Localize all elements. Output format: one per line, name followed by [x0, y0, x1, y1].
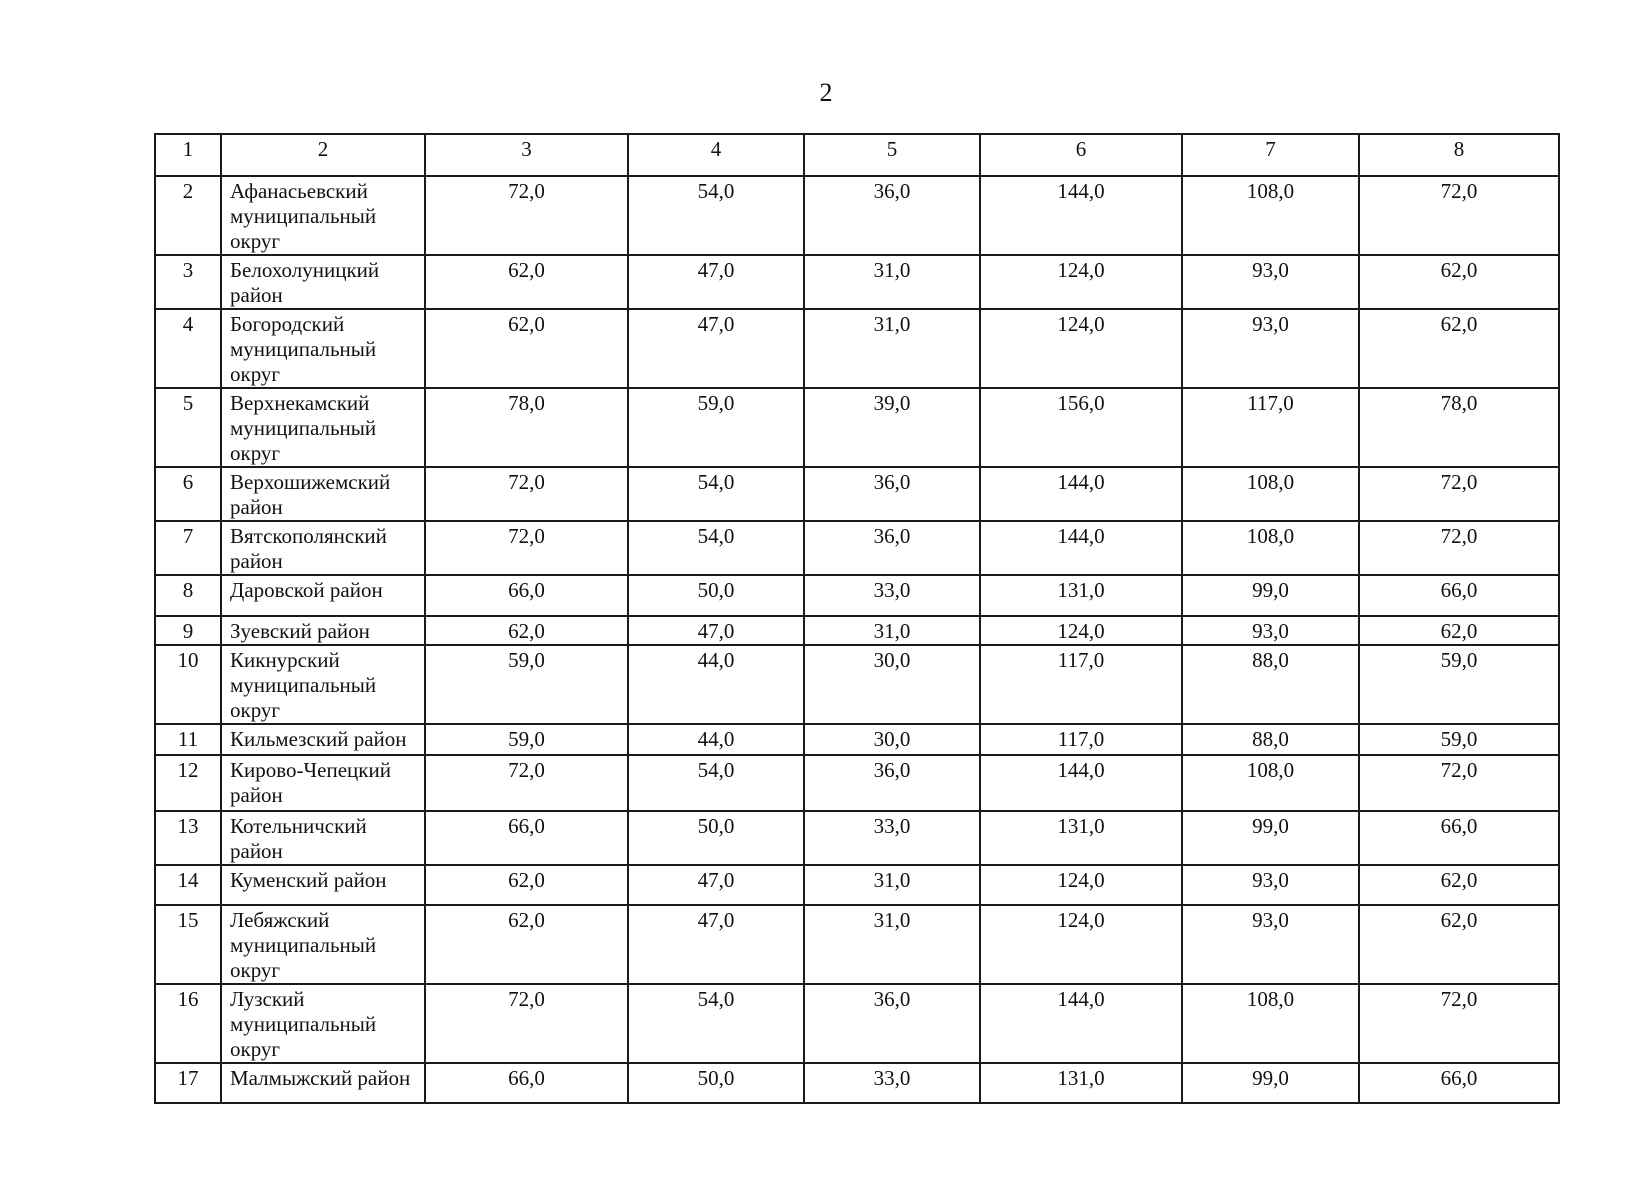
value-cell: 66,0 — [1359, 811, 1559, 865]
value-cell: 47,0 — [628, 309, 804, 388]
table-row — [155, 811, 1559, 865]
value-cell: 72,0 — [425, 984, 628, 1063]
value-cell: 72,0 — [1359, 176, 1559, 255]
row-number: 5 — [155, 388, 221, 467]
value-cell: 99,0 — [1182, 811, 1359, 865]
value-cell: 93,0 — [1182, 905, 1359, 984]
district-name: Куменский район — [221, 865, 425, 905]
value-cell: 108,0 — [1182, 521, 1359, 575]
row-number: 13 — [155, 811, 221, 865]
value-cell: 66,0 — [425, 1063, 628, 1103]
value-cell: 117,0 — [980, 724, 1182, 755]
value-cell: 62,0 — [1359, 255, 1559, 309]
district-name: Богородский муниципальный округ — [221, 309, 425, 388]
value-cell: 108,0 — [1182, 467, 1359, 521]
value-cell: 108,0 — [1182, 755, 1359, 811]
row-number: 6 — [155, 467, 221, 521]
value-cell: 66,0 — [1359, 575, 1559, 616]
table-row — [155, 616, 1559, 645]
value-cell: 62,0 — [1359, 309, 1559, 388]
value-cell: 33,0 — [804, 1063, 980, 1103]
value-cell: 131,0 — [980, 1063, 1182, 1103]
row-number: 8 — [155, 575, 221, 616]
value-cell: 62,0 — [1359, 905, 1559, 984]
value-cell: 54,0 — [628, 984, 804, 1063]
value-cell: 59,0 — [1359, 724, 1559, 755]
value-cell: 66,0 — [425, 811, 628, 865]
value-cell: 72,0 — [425, 467, 628, 521]
district-name: Кильмезский район — [221, 724, 425, 755]
row-number: 16 — [155, 984, 221, 1063]
value-cell: 156,0 — [980, 388, 1182, 467]
value-cell: 31,0 — [804, 616, 980, 645]
district-name: Верхошижемский район — [221, 467, 425, 521]
value-cell: 47,0 — [628, 865, 804, 905]
value-cell: 36,0 — [804, 521, 980, 575]
value-cell: 144,0 — [980, 755, 1182, 811]
value-cell: 124,0 — [980, 616, 1182, 645]
value-cell: 62,0 — [1359, 865, 1559, 905]
table-row — [155, 905, 1559, 984]
value-cell: 62,0 — [1359, 616, 1559, 645]
column-number: 5 — [804, 134, 980, 176]
value-cell: 62,0 — [425, 616, 628, 645]
row-number: 11 — [155, 724, 221, 755]
row-number: 15 — [155, 905, 221, 984]
value-cell: 47,0 — [628, 905, 804, 984]
value-cell: 117,0 — [980, 645, 1182, 724]
value-cell: 54,0 — [628, 176, 804, 255]
value-cell: 99,0 — [1182, 575, 1359, 616]
column-number: 7 — [1182, 134, 1359, 176]
data-table — [154, 133, 1560, 1104]
district-name: Верхнекамский муниципальный округ — [221, 388, 425, 467]
value-cell: 31,0 — [804, 309, 980, 388]
column-number: 3 — [425, 134, 628, 176]
column-number: 8 — [1359, 134, 1559, 176]
district-name: Лебяжский муниципальный округ — [221, 905, 425, 984]
district-name: Даровской район — [221, 575, 425, 616]
value-cell: 36,0 — [804, 984, 980, 1063]
table-row — [155, 1063, 1559, 1103]
row-number: 9 — [155, 616, 221, 645]
column-number: 1 — [155, 134, 221, 176]
value-cell: 39,0 — [804, 388, 980, 467]
row-number: 7 — [155, 521, 221, 575]
value-cell: 93,0 — [1182, 309, 1359, 388]
table-row — [155, 755, 1559, 811]
value-cell: 31,0 — [804, 905, 980, 984]
value-cell: 62,0 — [425, 309, 628, 388]
value-cell: 131,0 — [980, 575, 1182, 616]
value-cell: 50,0 — [628, 811, 804, 865]
value-cell: 66,0 — [1359, 1063, 1559, 1103]
value-cell: 54,0 — [628, 467, 804, 521]
value-cell: 44,0 — [628, 724, 804, 755]
row-number: 2 — [155, 176, 221, 255]
value-cell: 124,0 — [980, 255, 1182, 309]
value-cell: 72,0 — [1359, 521, 1559, 575]
table-row — [155, 724, 1559, 755]
value-cell: 30,0 — [804, 724, 980, 755]
value-cell: 99,0 — [1182, 1063, 1359, 1103]
district-name: Зуевский район — [221, 616, 425, 645]
row-number: 10 — [155, 645, 221, 724]
value-cell: 47,0 — [628, 255, 804, 309]
district-name: Кикнурский муниципальный округ — [221, 645, 425, 724]
row-number: 4 — [155, 309, 221, 388]
value-cell: 62,0 — [425, 255, 628, 309]
page-number: 2 — [819, 78, 833, 107]
value-cell: 108,0 — [1182, 984, 1359, 1063]
value-cell: 108,0 — [1182, 176, 1359, 255]
column-number: 4 — [628, 134, 804, 176]
value-cell: 31,0 — [804, 255, 980, 309]
value-cell: 88,0 — [1182, 724, 1359, 755]
table-header-row — [155, 134, 1559, 176]
value-cell: 144,0 — [980, 521, 1182, 575]
value-cell: 30,0 — [804, 645, 980, 724]
value-cell: 54,0 — [628, 521, 804, 575]
row-number: 14 — [155, 865, 221, 905]
value-cell: 36,0 — [804, 467, 980, 521]
value-cell: 124,0 — [980, 905, 1182, 984]
value-cell: 44,0 — [628, 645, 804, 724]
value-cell: 66,0 — [425, 575, 628, 616]
value-cell: 131,0 — [980, 811, 1182, 865]
table-row — [155, 467, 1559, 521]
district-name: Кирово-Чепецкий район — [221, 755, 425, 811]
value-cell: 33,0 — [804, 811, 980, 865]
value-cell: 78,0 — [425, 388, 628, 467]
table-row — [155, 176, 1559, 255]
value-cell: 78,0 — [1359, 388, 1559, 467]
value-cell: 124,0 — [980, 865, 1182, 905]
table-row — [155, 255, 1559, 309]
value-cell: 88,0 — [1182, 645, 1359, 724]
value-cell: 117,0 — [1182, 388, 1359, 467]
value-cell: 93,0 — [1182, 255, 1359, 309]
row-number: 12 — [155, 755, 221, 811]
value-cell: 144,0 — [980, 467, 1182, 521]
value-cell: 47,0 — [628, 616, 804, 645]
value-cell: 33,0 — [804, 575, 980, 616]
table-row — [155, 388, 1559, 467]
row-number: 17 — [155, 1063, 221, 1103]
value-cell: 62,0 — [425, 905, 628, 984]
value-cell: 72,0 — [1359, 755, 1559, 811]
district-name: Белохолуницкий район — [221, 255, 425, 309]
value-cell: 54,0 — [628, 755, 804, 811]
district-name: Афанасьевский муниципальный округ — [221, 176, 425, 255]
value-cell: 144,0 — [980, 984, 1182, 1063]
value-cell: 72,0 — [425, 755, 628, 811]
district-name: Вятскополянский район — [221, 521, 425, 575]
table-row — [155, 521, 1559, 575]
column-number: 2 — [221, 134, 425, 176]
table-row — [155, 865, 1559, 905]
value-cell: 144,0 — [980, 176, 1182, 255]
value-cell: 93,0 — [1182, 616, 1359, 645]
value-cell: 72,0 — [1359, 984, 1559, 1063]
value-cell: 50,0 — [628, 575, 804, 616]
value-cell: 93,0 — [1182, 865, 1359, 905]
table-row — [155, 984, 1559, 1063]
table-row — [155, 309, 1559, 388]
column-number: 6 — [980, 134, 1182, 176]
value-cell: 59,0 — [425, 724, 628, 755]
row-number: 3 — [155, 255, 221, 309]
table-row — [155, 575, 1559, 616]
value-cell: 50,0 — [628, 1063, 804, 1103]
table-row — [155, 645, 1559, 724]
district-name: Малмыжский район — [221, 1063, 425, 1103]
value-cell: 59,0 — [628, 388, 804, 467]
value-cell: 62,0 — [425, 865, 628, 905]
value-cell: 59,0 — [1359, 645, 1559, 724]
value-cell: 31,0 — [804, 865, 980, 905]
value-cell: 36,0 — [804, 176, 980, 255]
value-cell: 124,0 — [980, 309, 1182, 388]
district-name: Лузский муниципальный округ — [221, 984, 425, 1063]
value-cell: 72,0 — [1359, 467, 1559, 521]
district-name: Котельничский район — [221, 811, 425, 865]
value-cell: 72,0 — [425, 521, 628, 575]
value-cell: 36,0 — [804, 755, 980, 811]
value-cell: 59,0 — [425, 645, 628, 724]
value-cell: 72,0 — [425, 176, 628, 255]
